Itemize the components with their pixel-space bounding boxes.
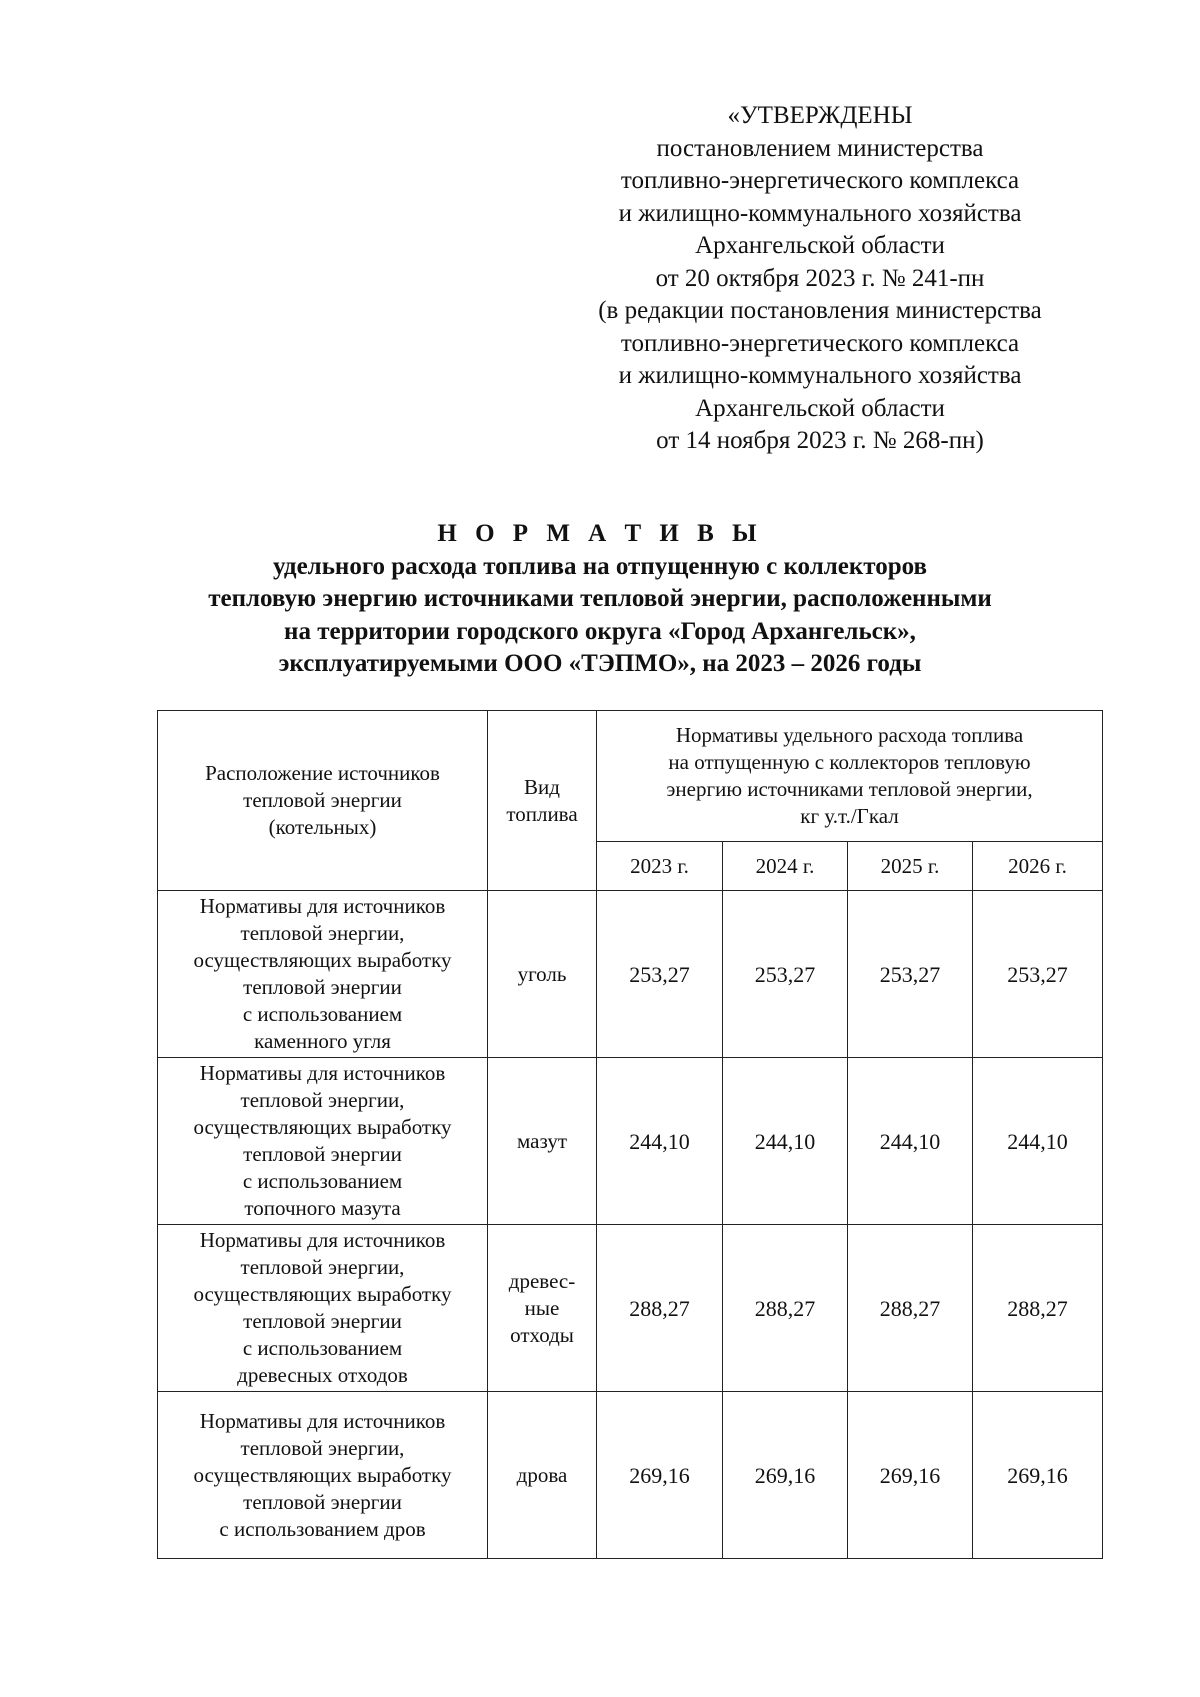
- row-value: 253,27: [973, 891, 1103, 1058]
- header-norms: Нормативы удельного расхода топлива на отпущенную с коллекторов тепловую энергию источниками тепловой энергии, кг у.т./Гкал: [597, 711, 1103, 842]
- approval-line: Архангельской области: [695, 232, 945, 259]
- table-row: [158, 1392, 1103, 1559]
- title-line: на территории городского округа «Город Архангельск»,: [284, 617, 916, 645]
- header-year: 2024 г.: [723, 842, 848, 891]
- row-value: 269,16: [597, 1392, 723, 1559]
- row-value: 244,10: [723, 1058, 848, 1225]
- approval-line: (в редакции постановления министерства: [598, 297, 1042, 324]
- row-value: 288,27: [848, 1225, 973, 1392]
- approval-line: топливно-энергетического комплекса: [620, 167, 1020, 194]
- row-value: 288,27: [723, 1225, 848, 1392]
- approval-line: постановлением министерства: [656, 134, 984, 162]
- row-location: Нормативы для источников тепловой энергии, осуществляющих выработку тепловой энергии с использованием древесных отходов: [158, 1225, 488, 1392]
- row-location: Нормативы для источников тепловой энергии, осуществляющих выработку тепловой энергии с использованием топочного мазута: [158, 1058, 488, 1225]
- title-line: эксплуатируемыми ООО «ТЭПМО», на 2023 – 2026 годы: [278, 650, 922, 677]
- approval-line: и жилищно-коммунального хозяйства: [618, 362, 1022, 389]
- row-location: Нормативы для источников тепловой энергии, осуществляющих выработку тепловой энергии с использованием каменного угля: [158, 891, 488, 1058]
- title-line: удельного расхода топлива на отпущенную с коллекторов: [273, 552, 927, 580]
- header-location: Расположение источников тепловой энергии (котельных): [158, 711, 488, 891]
- row-value: 244,10: [848, 1058, 973, 1225]
- row-value: 288,27: [597, 1225, 723, 1392]
- header-fuel: Вид топлива: [488, 711, 597, 891]
- row-value: 253,27: [597, 891, 723, 1058]
- approval-line: топливно-энергетического комплекса: [620, 329, 1020, 357]
- approval-line: Архангельской области: [695, 394, 945, 422]
- table-row: [158, 1058, 1103, 1225]
- approval-line: от 14 ноября 2023 г. № 268-пн): [656, 427, 984, 454]
- row-value: 244,10: [973, 1058, 1103, 1225]
- approval-line: от 20 октября 2023 г. № 241-пн: [655, 264, 985, 292]
- document-title: [120, 518, 1080, 681]
- row-value: 269,16: [723, 1392, 848, 1559]
- row-value: 288,27: [973, 1225, 1103, 1392]
- row-fuel: древес- ные отходы: [488, 1225, 597, 1392]
- approval-line: «УТВЕРЖДЕНЫ: [727, 102, 913, 129]
- approval-line: и жилищно-коммунального хозяйства: [618, 199, 1022, 227]
- header-year: 2023 г.: [597, 842, 723, 891]
- norms-table: [157, 710, 1103, 1559]
- title-main: Н О Р М А Т И В Ы: [437, 520, 763, 547]
- row-value: 253,27: [848, 891, 973, 1058]
- row-fuel: уголь: [488, 891, 597, 1058]
- table-row: [158, 891, 1103, 1058]
- header-year: 2025 г.: [848, 842, 973, 891]
- row-value: 269,16: [973, 1392, 1103, 1559]
- table-row: [158, 1225, 1103, 1392]
- row-fuel: мазут: [488, 1058, 597, 1225]
- row-value: 269,16: [848, 1392, 973, 1559]
- header-year: 2026 г.: [973, 842, 1103, 891]
- row-value: 253,27: [723, 891, 848, 1058]
- approval-stamp: [560, 100, 1080, 458]
- row-fuel: дрова: [488, 1392, 597, 1559]
- row-location: Нормативы для источников тепловой энергии, осуществляющих выработку тепловой энергии с использованием дров: [158, 1392, 488, 1559]
- row-value: 244,10: [597, 1058, 723, 1225]
- title-line: тепловую энергию источниками тепловой энергии, расположенными: [208, 585, 992, 612]
